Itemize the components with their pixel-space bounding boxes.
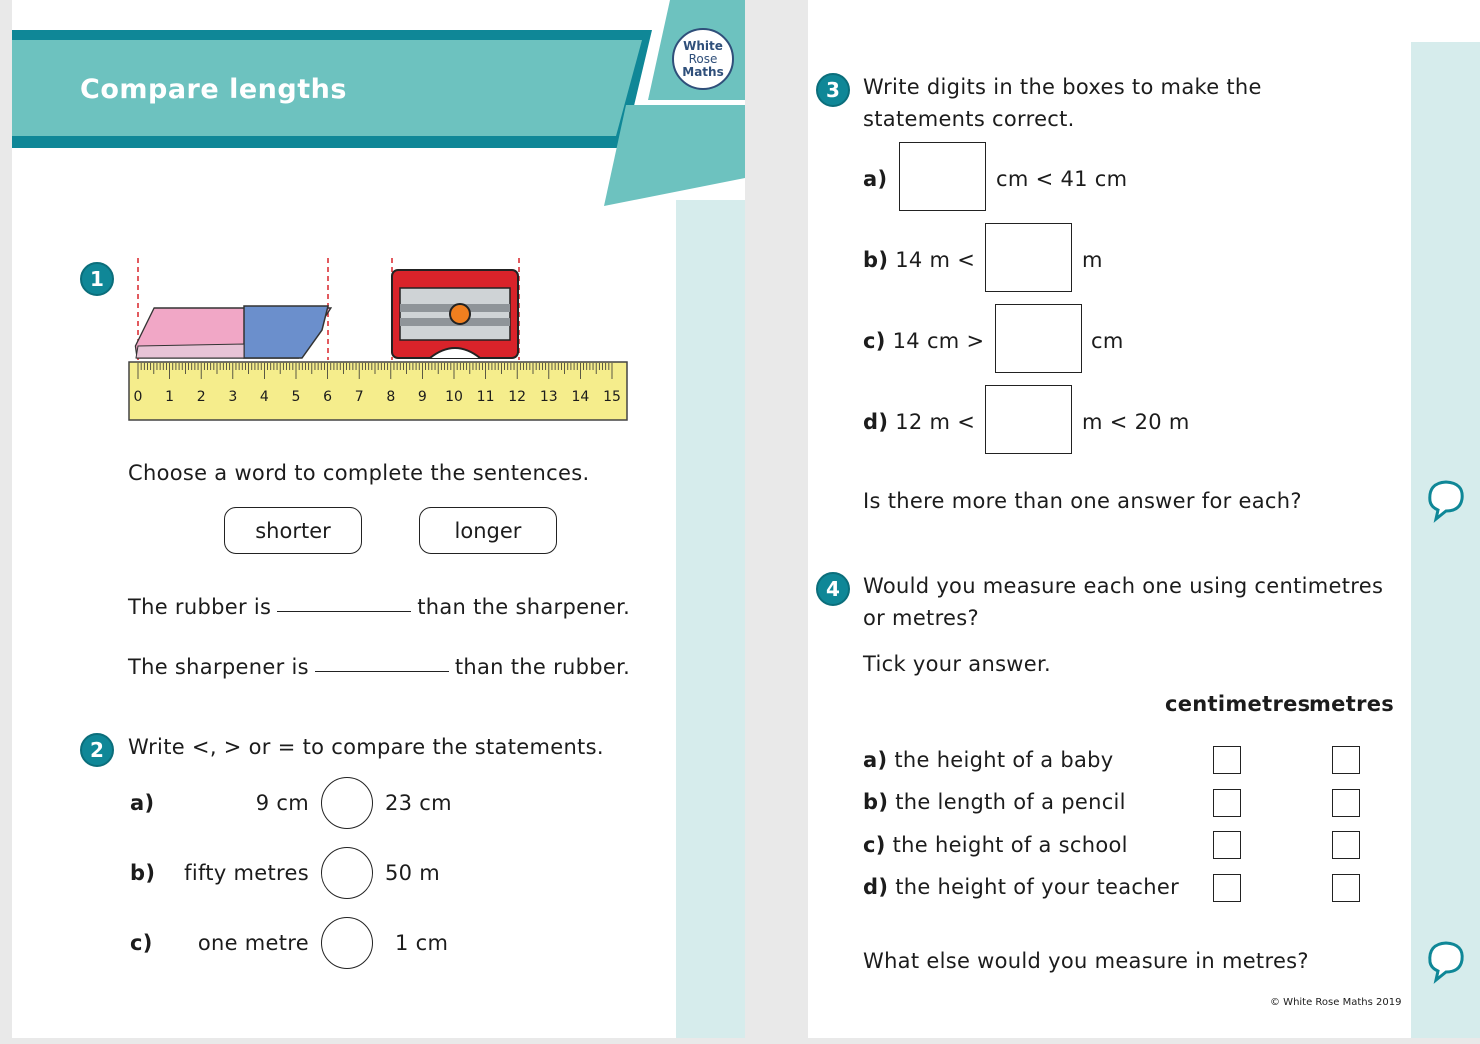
digit-box-a[interactable] — [899, 142, 986, 211]
ruler-label: 11 — [476, 389, 495, 405]
q2-instruction: Write <, > or = to compare the statements. — [128, 735, 604, 759]
discussion-bubble-icon-2 — [1422, 938, 1468, 984]
compare-circle-b[interactable] — [321, 847, 373, 899]
q3-label-b: b) — [863, 248, 889, 272]
q4-instruction: Tick your answer. — [863, 652, 1051, 676]
page-title: Compare lengths — [80, 74, 347, 105]
ruler-label: 4 — [259, 389, 269, 405]
q2-right-b: 50 m — [385, 861, 441, 885]
q4-row-a — [863, 748, 1114, 772]
q2-label-b: b) — [130, 861, 156, 885]
q3-after-c: cm — [1091, 329, 1124, 353]
word-box-longer: longer — [419, 507, 557, 554]
q3-before-d: 12 m < — [895, 410, 976, 434]
digit-box-b[interactable] — [985, 223, 1072, 292]
measure-guides — [12, 0, 745, 420]
tick-box-cm-b[interactable] — [1213, 789, 1241, 817]
discussion-bubble-icon — [1422, 477, 1468, 523]
tick-box-cm-c[interactable] — [1213, 831, 1241, 859]
copyright: © White Rose Maths 2019 — [1270, 997, 1402, 1008]
q2-label-c: c) — [130, 931, 153, 955]
q4-row-b — [863, 790, 1126, 814]
ruler-label: 9 — [417, 389, 427, 405]
q4-label-a: a) — [863, 748, 888, 772]
q3-before-b: 14 m < — [895, 248, 976, 272]
ruler-label: 13 — [539, 389, 558, 405]
ruler-label: 2 — [196, 389, 206, 405]
sharpener-image — [390, 266, 522, 362]
q2-label-a: a) — [130, 791, 155, 815]
logo-line-maths: Maths — [682, 64, 724, 79]
word-box-shorter: shorter — [224, 507, 362, 554]
q3-after-b: m — [1082, 248, 1103, 272]
left-page — [12, 0, 745, 1038]
digit-box-d[interactable] — [985, 385, 1072, 454]
q2-left-a: 9 cm — [255, 791, 309, 815]
q4-label-d: d) — [863, 875, 889, 899]
q3-label-c: c) — [863, 329, 886, 353]
q4-question: What else would you measure in metres? — [863, 949, 1309, 973]
q4-row-c — [863, 833, 1128, 857]
tick-box-m-c[interactable] — [1332, 831, 1360, 859]
sentence-1-start: The rubber is — [128, 595, 272, 619]
q3-label-d: d) — [863, 410, 889, 434]
sentence-2-end: than the rubber. — [454, 655, 631, 679]
q2-right-a: 23 cm — [385, 791, 452, 815]
tick-box-m-d[interactable] — [1332, 874, 1360, 902]
digit-box-c[interactable] — [995, 304, 1082, 373]
q4-line-2: or metres? — [863, 606, 979, 630]
q4-text-b: the length of a pencil — [895, 790, 1126, 814]
tick-box-m-b[interactable] — [1332, 789, 1360, 817]
ruler-label: 14 — [571, 389, 590, 405]
column-header-metres: metres — [1309, 692, 1395, 716]
ruler-label: 8 — [386, 389, 396, 405]
q4-text-a: the height of a baby — [894, 748, 1114, 772]
q4-text-c: the height of a school — [892, 833, 1128, 857]
sentence-1 — [128, 595, 630, 619]
answer-blank-1[interactable] — [277, 610, 411, 612]
rubber-image — [132, 300, 332, 362]
sentence-1-end: than the sharpener. — [417, 595, 631, 619]
q3-line-1: Write digits in the boxes to make the — [863, 75, 1262, 99]
q3-row-c — [863, 329, 984, 353]
ruler-label: 10 — [445, 389, 463, 405]
q3-row-b — [863, 248, 975, 272]
q4-line-1: Would you measure each one using centimetres — [863, 574, 1384, 598]
q3-label-a: a) — [863, 167, 888, 191]
answer-blank-2[interactable] — [315, 670, 449, 672]
q3-after-d: m < 20 m — [1082, 410, 1190, 434]
right-page — [808, 0, 1480, 1038]
question-4-number: 4 — [816, 572, 850, 606]
logo-line-rose: Rose — [688, 51, 718, 66]
ruler-label: 3 — [228, 389, 238, 405]
question-3-number: 3 — [816, 73, 850, 107]
q2-right-c: 1 cm — [395, 931, 449, 955]
q4-label-c: c) — [863, 833, 886, 857]
sentence-2 — [128, 655, 630, 679]
logo-line-white: White — [683, 38, 723, 53]
ruler-label: 7 — [354, 389, 364, 405]
tick-box-m-a[interactable] — [1332, 746, 1360, 774]
q3-before-c: 14 cm > — [892, 329, 985, 353]
q2-left-b: fifty metres — [184, 861, 309, 885]
q3-after-a: cm < 41 cm — [996, 167, 1128, 191]
q2-left-c: one metre — [197, 931, 309, 955]
tick-box-cm-a[interactable] — [1213, 746, 1241, 774]
q3-line-2: statements correct. — [863, 107, 1075, 131]
tick-box-cm-d[interactable] — [1213, 874, 1241, 902]
question-1-number: 1 — [80, 262, 114, 296]
ruler-label: 15 — [603, 389, 621, 405]
ruler-label: 12 — [508, 389, 527, 405]
q3-row-d — [863, 410, 975, 434]
question-2-number: 2 — [80, 733, 114, 767]
q4-label-b: b) — [863, 790, 889, 814]
ruler-label: 5 — [291, 389, 301, 405]
column-header-centimetres: centimetres — [1165, 692, 1311, 716]
ruler-label: 6 — [323, 389, 333, 405]
q3-question: Is there more than one answer for each? — [863, 489, 1302, 513]
q4-text-d: the height of your teacher — [895, 875, 1180, 899]
q1-instruction: Choose a word to complete the sentences. — [128, 461, 590, 485]
ruler-label: 0 — [133, 389, 143, 405]
sentence-2-start: The sharpener is — [128, 655, 309, 679]
ruler-label: 1 — [165, 389, 175, 405]
side-strip-right — [1411, 42, 1480, 1038]
compare-circle-c[interactable] — [321, 917, 373, 969]
q4-row-d — [863, 875, 1179, 899]
compare-circle-a[interactable] — [321, 777, 373, 829]
